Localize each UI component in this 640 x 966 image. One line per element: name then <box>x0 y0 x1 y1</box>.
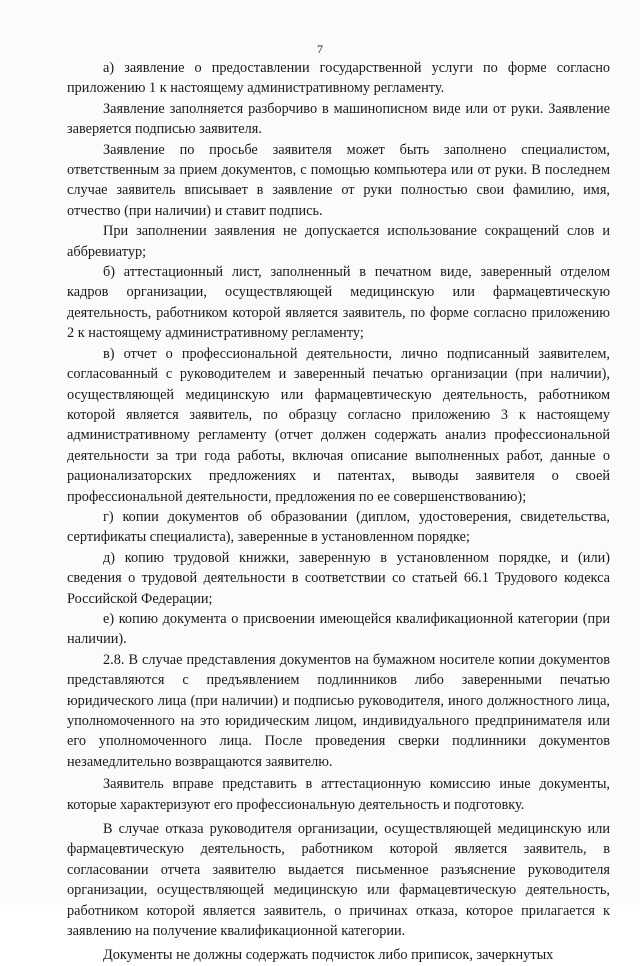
document-body <box>67 58 610 966</box>
paragraph-application-specialist: Заявление по просьбе заявителя может быть заполнено специалистом, ответственным за прием документов, с помощью компьютера или от руки. В последнем случае заявитель вписывает в заявление от руки полностью свои фамилию, имя, отчество (при наличии) и ставит подпись. <box>67 141 610 219</box>
paragraph-other-documents: Заявитель вправе представить в аттестационную комиссию иные документы, которые характеризуют его профессиональную деятельность и подготовку. <box>67 776 610 813</box>
paragraph-b-attestation-sheet: б) аттестационный лист, заполненный в печатном виде, заверенный отделом кадров организации, осуществляющей медицинскую или фармацевтическую деятельность, работником которой является заявитель, по форме согласно приложению 2 к настоящему административному регламенту; <box>67 264 610 342</box>
paragraph-application-fill: Заявление заполняется разборчиво в машинописном виде или от руки. Заявление заверяется подписью заявителя. <box>67 100 610 138</box>
paragraph-no-abbreviations: При заполнении заявления не допускается использование сокращений слов и аббревиатур; <box>67 223 610 260</box>
paragraph-a-application: а) заявление о предоставлении государственной услуги по форме согласно приложению 1 к настоящему административному регламенту. <box>67 60 610 97</box>
paragraph-e-category-copy: е) копию документа о присвоении имеющейся квалификационной категории (при наличии). <box>67 610 610 648</box>
page-number: 7 <box>317 42 323 56</box>
paragraph-v-activity-report: в) отчет о профессиональной деятельности, лично подписанный заявителем, согласованный с руководителем и заверенный печатью организации (при наличии), осуществляющей медицинскую или фармацевтическую деятельность, работником которой является заявитель, по образцу согласно приложению 3 к настоящему административному регламенту (отчет должен содержать анализ профессиональной деятельности за три года работы, включая описание выполненных работ, данные о рационализаторских предложениях и патентах, выводы заявителя о своей профессиональной деятельности, предложения по ее совершенствованию); <box>67 345 610 505</box>
paragraph-g-education-copies: г) копии документов об образовании (диплом, удостоверения, свидетельства, сертификаты специалиста), заверенные в установленном порядке; <box>67 508 610 546</box>
paragraph-refusal-case: В случае отказа руководителя организации, осуществляющей медицинскую или фармацевтическую деятельность, работником которой является заявитель, в согласовании отчета заявителю выдается письменное разъяснение руководителя организации, осуществляющей медицинскую или фармацевтическую деятельность, работником которой является заявитель, о причинах отказа, которое прилагается к заявлению на получение квалификационной категории. <box>67 821 610 940</box>
paragraph-2-8-paper-documents: 2.8. В случае представления документов на бумажном носителе копии документов представляются с предъявлением подлинников либо заверенными печатью юридического лица (при наличии) и подписью руководителя, иного должностного лица, уполномоченного на это юридическим лицом, индивидуального предпринимателя или его уполномоченного лица. После проведения сверки подлинники документов незамедлительно возвращаются заявителю. <box>67 651 610 770</box>
paragraph-no-erasures: Документы не должны содержать подчисток либо приписок, зачеркнутых <box>103 947 554 964</box>
paragraph-d-work-record: д) копию трудовой книжки, заверенную в установленном порядке, и (или) сведения о трудовой деятельности в соответствии со статьей 66.1 Трудового кодекса Российской Федерации; <box>67 549 610 607</box>
